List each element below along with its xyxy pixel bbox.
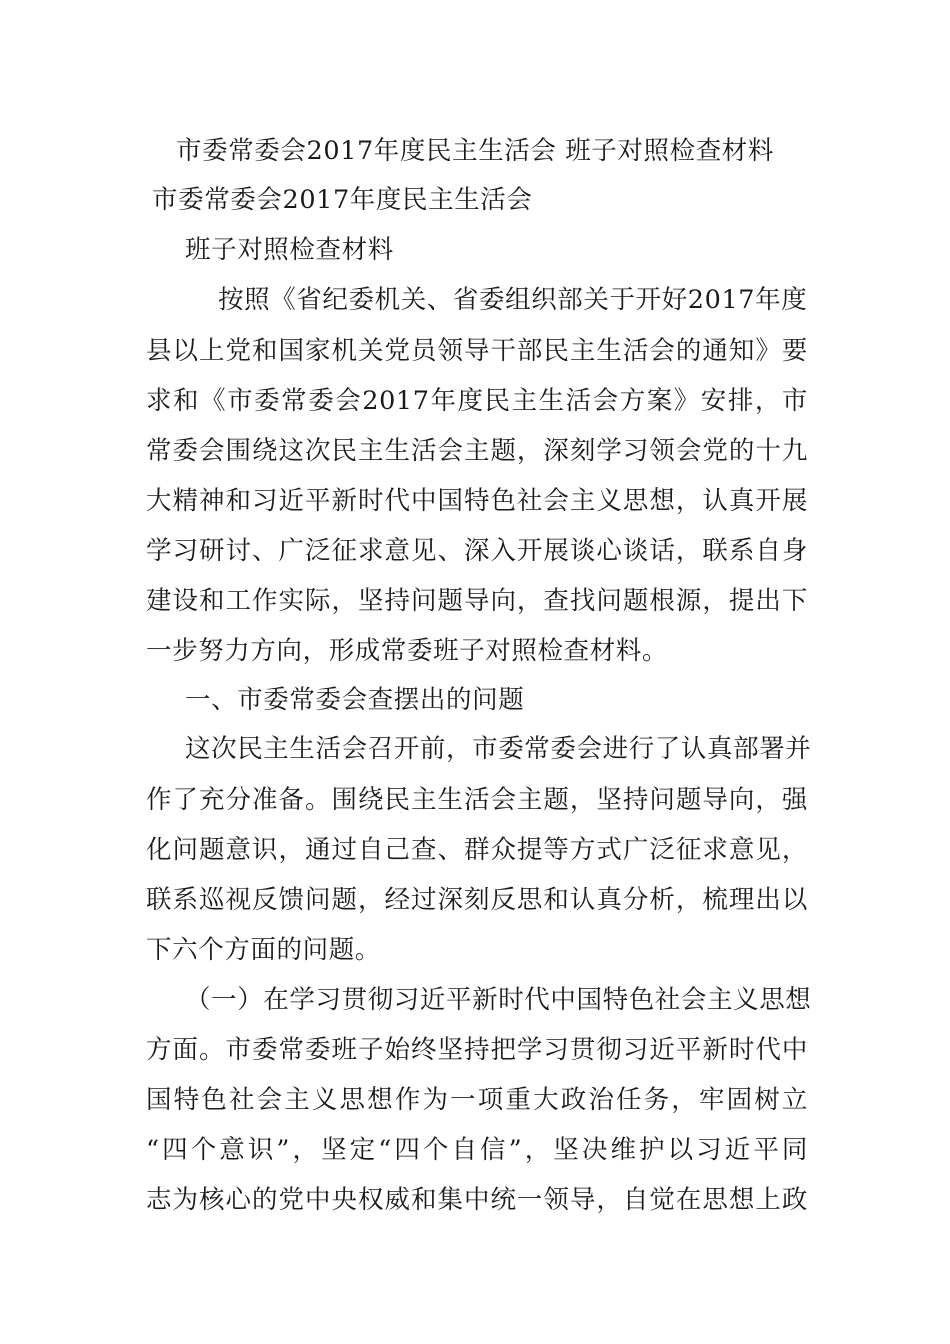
- document-subtitle-line-2: 班子对照检查材料: [185, 235, 394, 265]
- intro-line: 常委会围绕这次民主生活会主题，深刻学习领会党的十九: [146, 436, 808, 466]
- subsection1-line: 国特色社会主义思想作为一项重大政治任务，牢固树立: [146, 1085, 808, 1115]
- section1-line: 化问题意识，通过自己查、群众提等方式广泛征求意见，: [146, 835, 808, 865]
- section1-line: 作了充分准备。围绕民主生活会主题，坚持问题导向，强: [146, 785, 808, 815]
- intro-line: 按照《省纪委机关、省委组织部关于开好2017年度: [218, 285, 808, 315]
- intro-line: 一步努力方向，形成常委班子对照检查材料。: [146, 636, 669, 666]
- intro-line: 求和《市委常委会2017年度民主生活会方案》安排，市: [146, 386, 808, 416]
- section1-line: 这次民主生活会召开前，市委常委会进行了认真部署并: [185, 734, 812, 764]
- document-title-line: 市委常委会2017年度民主生活会 班子对照检查材料: [176, 136, 775, 166]
- subsection1-line: 方面。市委常委班子始终坚持把学习贯彻习近平新时代中: [146, 1035, 808, 1065]
- intro-line: 县以上党和国家机关党员领导干部民主生活会的通知》要: [146, 336, 808, 366]
- subsection1-line: 志为核心的党中央权威和集中统一领导，自觉在思想上政: [146, 1185, 808, 1215]
- subsection1-line: （一）在学习贯彻习近平新时代中国特色社会主义思想: [185, 985, 812, 1015]
- intro-line: 学习研讨、广泛征求意见、深入开展谈心谈话，联系自身: [146, 536, 808, 566]
- intro-line: 大精神和习近平新时代中国特色社会主义思想，认真开展: [146, 486, 808, 516]
- document-subtitle-line-1: 市委常委会2017年度民主生活会: [152, 185, 533, 215]
- section-heading: 一、市委常委会查摆出的问题: [185, 685, 525, 715]
- section1-line: 下六个方面的问题。: [146, 935, 381, 965]
- intro-line: 建设和工作实际，坚持问题导向，查找问题根源，提出下: [146, 586, 808, 616]
- section1-line: 联系巡视反馈问题，经过深刻反思和认真分析，梳理出以: [146, 885, 808, 915]
- subsection1-line: “四个意识”，坚定“四个自信”，坚决维护以习近平同: [146, 1135, 808, 1165]
